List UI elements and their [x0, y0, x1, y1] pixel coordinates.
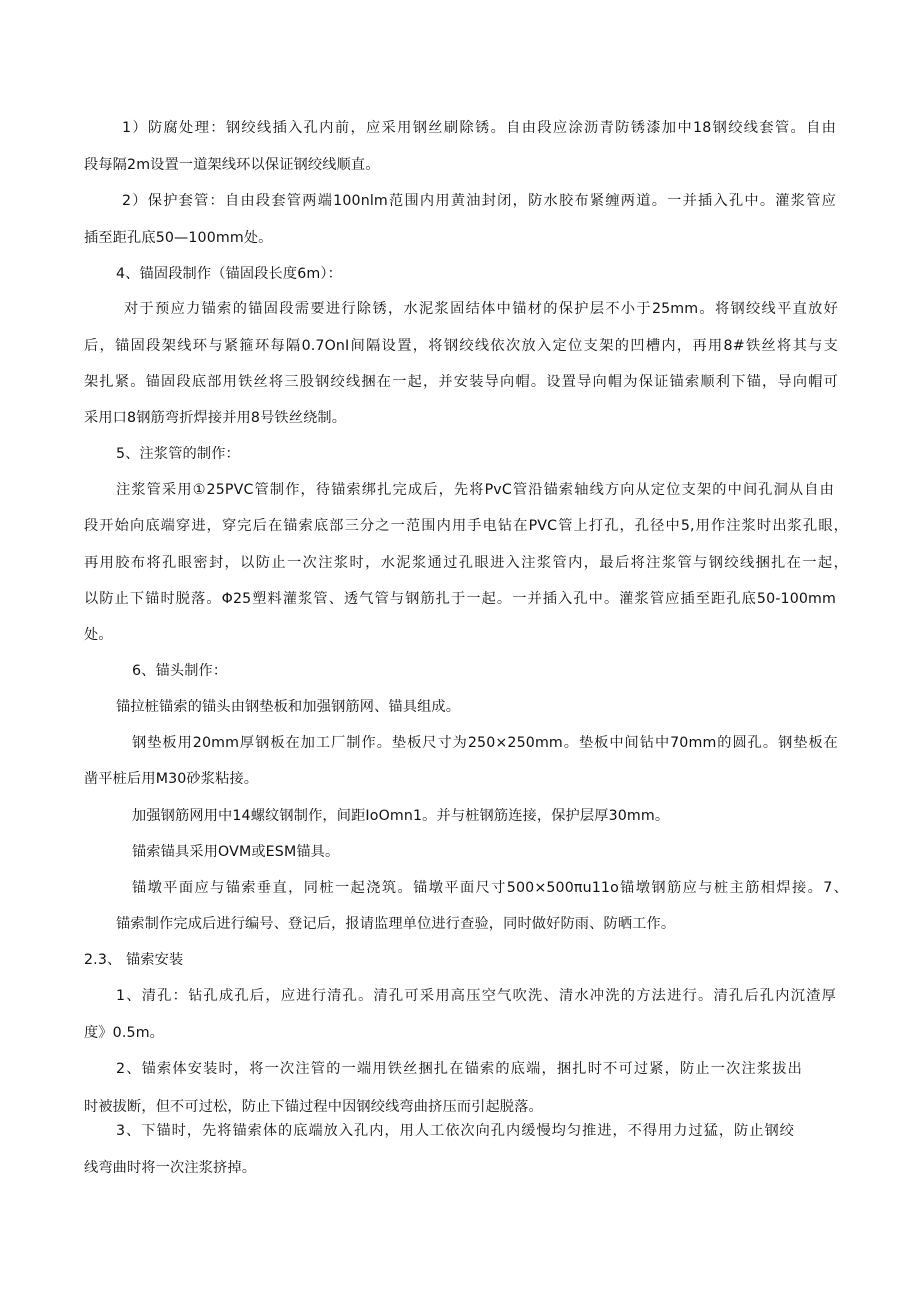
text-line-12: 段开始向底端穿进，穿完后在锚索底部三分之一范围内用手电钻在PVC管上打孔，孔径中5,用作注浆时出浆孔眼，: [84, 518, 848, 534]
text-line-17: 锚拉桩锚索的锚头由钢垫板和加强钢筋网、锚具组成。: [116, 699, 461, 715]
text-line-20: 加强钢筋网用中14螺纹钢制作，间距IoOmn1。并与桩钢筋连接，保护层厚30mm。: [132, 808, 670, 824]
text-line-25: 1、清孔：钻孔成孔后，应进行清孔。清孔可采用高压空气吹洗、清水冲洗的方法进行。清孔后孔内沉渣厚: [116, 988, 836, 1004]
text-line-4: 插至距孔底50—100mm处。: [84, 230, 273, 246]
text-line-22: 锚墩平面应与锚索垂直，同桩一起浇筑。锚墩平面尺寸500×500πu11o锚墩钢筋应与桩主筋相焊接。7、: [132, 880, 848, 896]
text-line-15: 处。: [84, 627, 113, 643]
text-line-21: 锚索锚具采用OVM或ESM锚具。: [132, 844, 340, 860]
text-line-23: 锚索制作完成后进行编号、登记后，报请监理单位进行查验，同时做好防雨、防晒工作。: [116, 916, 676, 932]
text-line-29: 3、下锚时，先将锚索体的底端放入孔内，用人工依次向孔内缓慢均匀推进，不得用力过猛，防止钢绞: [116, 1123, 794, 1139]
text-line-11: 注浆管采用①25PVC管制作，待锚索绑扎完成后，先将PvC管沿锚索轴线方向从定位支架的中间孔洞从自由: [116, 482, 834, 498]
text-line-26: 度》0.5m。: [84, 1025, 164, 1041]
text-line-2: 段每隔2m设置一道架线环以保证钢绞线顺直。: [84, 157, 380, 173]
text-line-6: 对于预应力锚索的锚固段需要进行除锈，水泥浆固结体中锚材的保护层不小于25mm。将钢绞线平直放好: [124, 301, 838, 317]
text-line-18: 钢垫板用20mm厚钢板在加工厂制作。垫板尺寸为250×250mm。垫板中间钻中70mm的圆孔。钢垫板在: [132, 735, 838, 751]
text-line-30: 线弯曲时将一次注浆挤掉。: [84, 1160, 257, 1176]
text-line-28: 时被拔断，但不可过松，防止下锚过程中因钢绞线弯曲挤压而引起脱落。: [84, 1099, 543, 1115]
text-line-3: 2）保护套管：自由段套管两端100nlm范围内用黄油封闭，防水胶布紧缠两道。一并插入孔中。灌浆管应: [122, 193, 836, 209]
section-heading-4: 4、锚固段制作（锚固段长度6m）：: [116, 266, 342, 282]
text-line-7: 后，锚固段架线环与紧箍环每隔0.7OnI间隔设置，将钢绞线依次放入定位支架的凹槽内，再用8#铁丝将其与支: [84, 338, 838, 354]
text-line-19: 凿平桩后用M30砂浆粘接。: [84, 771, 259, 787]
text-line-14: 以防止下锚时脱落。Φ25塑料灌浆管、透气管与钢筋扎于一起。一并插入孔中。灌浆管应插至距孔底50-100mm: [84, 591, 836, 607]
text-line-9: 采用口8钢筋弯折焊接并用8号铁丝绕制。: [84, 410, 347, 426]
section-heading-6: 6、锚头制作：: [132, 663, 228, 679]
text-line-13: 再用胶布将孔眼密封，以防止一次注浆时，水泥浆通过孔眼进入注浆管内，最后将注浆管与钢绞线捆扎在一起，: [84, 555, 848, 571]
section-heading-5: 5、注浆管的制作：: [116, 446, 240, 462]
text-line-1: 1）防腐处理：钢绞线插入孔内前，应采用钢丝刷除锈。自由段应涂沥青防锈漆加中18钢绞线套管。自由: [122, 120, 836, 136]
text-line-27: 2、锚索体安装时，将一次注管的一端用铁丝捆扎在锚索的底端，捆扎时不可过紧，防止一次注浆拔出: [116, 1061, 802, 1077]
text-line-8: 架扎紧。锚固段底部用铁丝将三股钢绞线捆在一起，并安装导向帽。设置导向帽为保证锚索顺利下锚，导向帽可: [84, 374, 838, 390]
section-heading-2-3: 2.3、 锚索安装: [84, 952, 184, 968]
